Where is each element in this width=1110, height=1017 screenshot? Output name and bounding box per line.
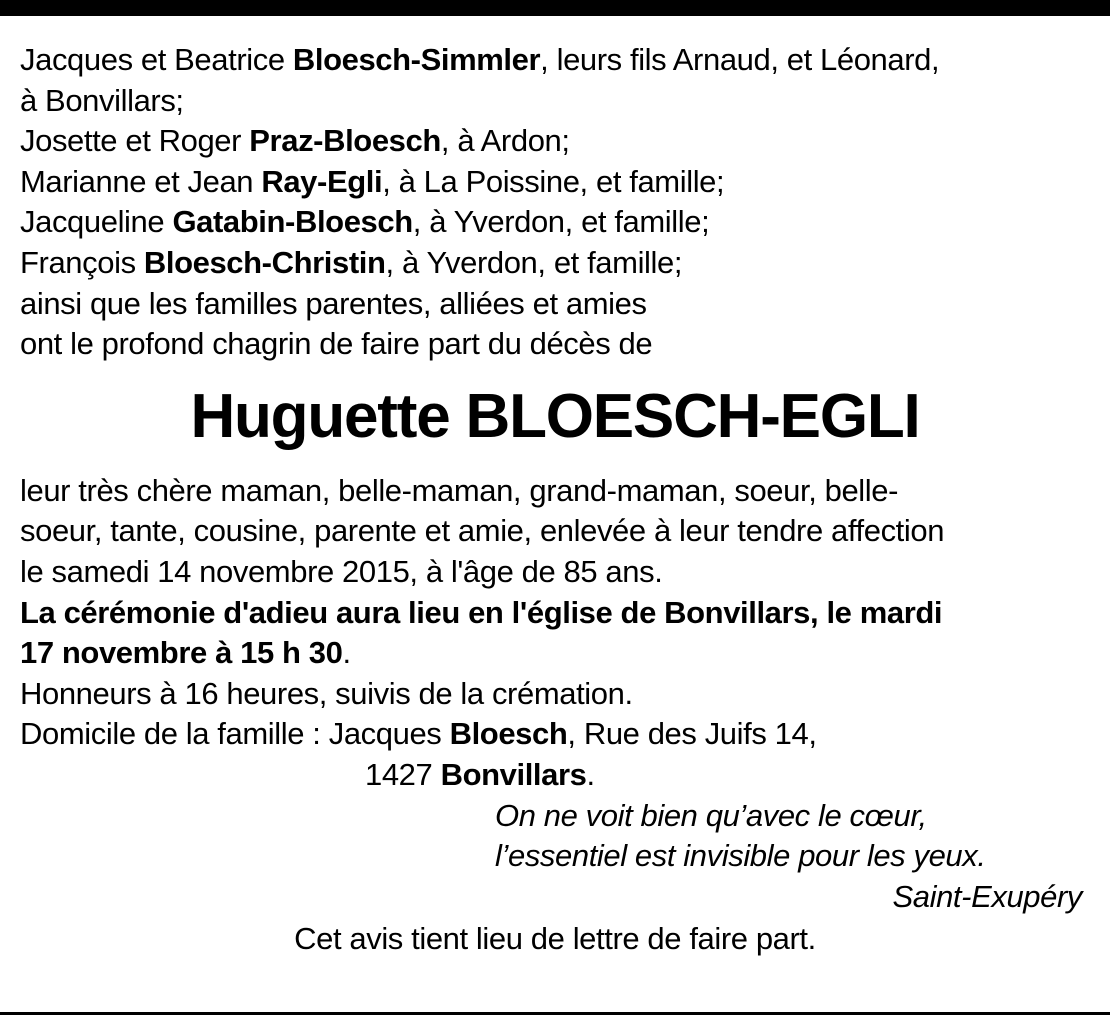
family-line-2 (20, 81, 1100, 122)
description-line-2: soeur, tante, cousine, parente et amie, enlevée à leur tendre affection (20, 513, 945, 549)
ceremony-period: . (342, 635, 351, 671)
family-line-5 (20, 202, 1100, 243)
description-line-3: le samedi 14 novembre 2015, à l'âge de 85 ans. (20, 553, 663, 589)
quote-line-2: l’essentiel est invisible pour les yeux. (495, 838, 986, 874)
honours-line: Honneurs à 16 heures, suivis de la crémation. (20, 675, 633, 711)
deceased-name: Huguette BLOESCH-EGLI (190, 381, 920, 451)
family-line-3 (20, 121, 1100, 162)
family-name: Bloesch-Christin (143, 244, 386, 280)
address-postcode: 1427 (365, 756, 441, 792)
family-line-6 (20, 243, 1100, 284)
family-line-prefix: Jacques et Beatrice (20, 42, 293, 77)
address-line-1 (20, 714, 1100, 755)
address-town: Bonvillars (440, 756, 587, 792)
bottom-rule (0, 1012, 1110, 1015)
address-name: Bloesch (449, 716, 568, 752)
family-name: Bloesch-Simmler (292, 42, 541, 77)
family-line-prefix: François (20, 244, 144, 280)
quote-author: Saint-Exupéry (892, 878, 1082, 914)
announcement-line: ont le profond chagrin de faire part du décès de (20, 326, 653, 362)
family-line-suffix: , leurs fils Arnaud, et Léonard, (540, 42, 940, 77)
address-period: . (586, 756, 595, 792)
description-line-1: leur très chère maman, belle-maman, grand-maman, soeur, belle- (20, 472, 899, 508)
ceremony-line-2 (20, 633, 1100, 674)
ceremony-line-1: La cérémonie d'adieu aura lieu en l'église de Bonvillars, le mardi (20, 594, 943, 630)
family-line-suffix: , à Ardon; (440, 123, 570, 159)
address-street: , Rue des Juifs 14, (567, 716, 817, 752)
family-line-suffix: , à Yverdon, et famille; (385, 244, 683, 280)
family-line-suffix: , à La Poissine, et famille; (382, 163, 725, 199)
quote-line-1: On ne voit bien qu’avec le cœur, (495, 797, 927, 833)
family-line-suffix: , à Yverdon, et famille; (412, 204, 710, 240)
address-line-2 (20, 755, 1100, 796)
closing-line: Cet avis tient lieu de lettre de faire part. (294, 921, 816, 957)
ceremony-datetime: 17 novembre à 15 h 30 (20, 635, 343, 671)
family-line-prefix: Jacqueline (20, 204, 173, 240)
top-rule (0, 0, 1110, 16)
death-notice (20, 40, 1100, 960)
family-line-1 (20, 40, 1100, 81)
family-name: Ray-Egli (261, 163, 383, 199)
relatives-line: ainsi que les familles parentes, alliées et amies (20, 285, 647, 321)
address-label: Domicile de la famille : Jacques (20, 716, 450, 752)
family-name: Gatabin-Bloesch (172, 204, 413, 240)
family-line-suffix: à Bonvillars; (20, 82, 184, 118)
family-line-4 (20, 162, 1100, 203)
family-name: Praz-Bloesch (249, 123, 441, 159)
family-line-prefix: Marianne et Jean (20, 163, 262, 199)
family-line-prefix: Josette et Roger (20, 123, 250, 159)
